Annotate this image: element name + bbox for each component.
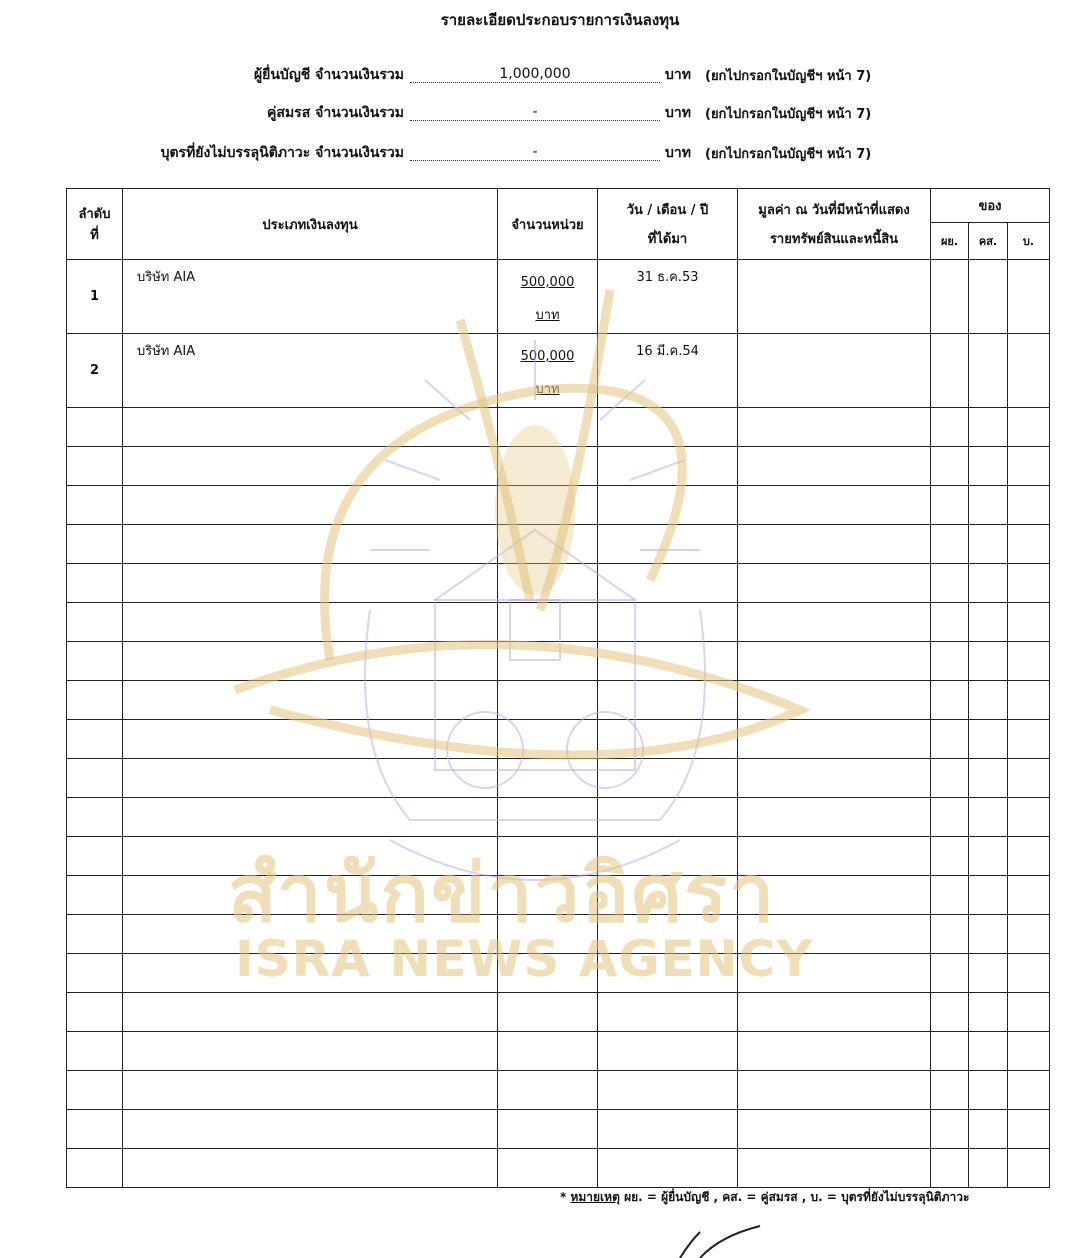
empty-cell <box>67 564 123 603</box>
summary-label: บุตรที่ยังไม่บรรลุนิติภาวะ จำนวนเงินรวม <box>160 145 404 161</box>
table-row-empty <box>67 720 1050 759</box>
empty-cell <box>67 642 123 681</box>
empty-cell <box>123 525 498 564</box>
empty-cell <box>123 876 498 915</box>
header-owner: ของ <box>931 189 1050 223</box>
empty-cell <box>931 642 969 681</box>
empty-cell <box>969 447 1008 486</box>
empty-cell <box>931 1032 969 1071</box>
header-date-line1: วัน / เดือน / ปี <box>626 203 709 218</box>
summary-spouse <box>0 102 900 124</box>
empty-cell <box>67 408 123 447</box>
row-no: 1 <box>67 260 123 334</box>
empty-cell <box>969 759 1008 798</box>
empty-cell <box>738 1110 931 1149</box>
empty-cell <box>969 876 1008 915</box>
empty-cell <box>969 1149 1008 1188</box>
empty-cell <box>598 837 738 876</box>
table-row-empty <box>67 798 1050 837</box>
table-row-empty <box>67 876 1050 915</box>
table-row-empty <box>67 759 1050 798</box>
empty-cell <box>498 642 598 681</box>
empty-cell <box>67 486 123 525</box>
summary-label: ผู้ยื่นบัญชี จำนวนเงินรวม <box>253 67 404 83</box>
empty-cell <box>1008 447 1050 486</box>
table-row-empty <box>67 408 1050 447</box>
empty-cell <box>67 1032 123 1071</box>
empty-cell <box>498 564 598 603</box>
empty-cell <box>123 1071 498 1110</box>
empty-cell <box>969 564 1008 603</box>
empty-cell <box>738 603 931 642</box>
empty-cell <box>598 1032 738 1071</box>
empty-cell <box>931 837 969 876</box>
empty-cell <box>498 447 598 486</box>
empty-cell <box>498 681 598 720</box>
empty-cell <box>498 1032 598 1071</box>
table-row-empty <box>67 564 1050 603</box>
summary-note: (ยกไปกรอกในบัญชีฯ หน้า 7) <box>705 107 872 122</box>
empty-cell <box>1008 915 1050 954</box>
footnote-star: * <box>560 1190 567 1204</box>
empty-cell <box>67 603 123 642</box>
empty-cell <box>498 603 598 642</box>
empty-cell <box>123 681 498 720</box>
empty-cell <box>1008 1071 1050 1110</box>
empty-cell <box>498 759 598 798</box>
table-row-empty <box>67 1032 1050 1071</box>
empty-cell <box>598 603 738 642</box>
table-row-empty <box>67 993 1050 1032</box>
empty-cell <box>931 447 969 486</box>
empty-cell <box>738 876 931 915</box>
empty-cell <box>67 447 123 486</box>
empty-cell <box>931 525 969 564</box>
summary-unit: บาท <box>665 145 691 161</box>
empty-cell <box>738 1149 931 1188</box>
empty-cell <box>969 915 1008 954</box>
empty-cell <box>931 486 969 525</box>
table-row-empty <box>67 642 1050 681</box>
empty-cell <box>931 915 969 954</box>
row-owner-child <box>1008 260 1050 334</box>
footnote-text: ผย. = ผู้ยื่นบัญชี , คส. = คู่สมรส , บ. = บุตรที่ยังไม่บรรลุนิติภาวะ <box>624 1190 970 1204</box>
header-date <box>598 189 738 260</box>
empty-cell <box>498 993 598 1032</box>
empty-cell <box>969 642 1008 681</box>
empty-cell <box>1008 1110 1050 1149</box>
row-owner-self <box>931 260 969 334</box>
empty-cell <box>931 993 969 1032</box>
empty-cell <box>598 408 738 447</box>
empty-cell <box>598 486 738 525</box>
empty-cell <box>738 525 931 564</box>
empty-cell <box>123 1149 498 1188</box>
table-row-empty <box>67 837 1050 876</box>
empty-cell <box>123 915 498 954</box>
empty-cell <box>123 408 498 447</box>
summary-children <box>0 142 900 164</box>
empty-cell <box>598 1149 738 1188</box>
table-row-empty <box>67 681 1050 720</box>
empty-cell <box>931 1071 969 1110</box>
empty-cell <box>123 954 498 993</box>
row-type: บริษัท AIA <box>123 260 498 334</box>
empty-cell <box>67 915 123 954</box>
table-row-empty <box>67 525 1050 564</box>
header-value-line1: มูลค่า ณ วันที่มีหน้าที่แสดง <box>758 203 910 218</box>
empty-cell <box>969 408 1008 447</box>
row-owner-spouse <box>969 260 1008 334</box>
empty-cell <box>931 876 969 915</box>
empty-cell <box>931 681 969 720</box>
empty-cell <box>1008 564 1050 603</box>
empty-cell <box>738 564 931 603</box>
empty-cell <box>1008 720 1050 759</box>
row-amount-cell <box>498 260 598 334</box>
row-owner-spouse <box>969 334 1008 408</box>
empty-cell <box>598 759 738 798</box>
empty-cell <box>931 720 969 759</box>
summary-unit: บาท <box>665 105 691 121</box>
empty-cell <box>738 915 931 954</box>
header-owner-child: บ. <box>1008 223 1050 260</box>
empty-cell <box>67 837 123 876</box>
header-no <box>67 189 123 260</box>
empty-cell <box>598 915 738 954</box>
empty-cell <box>738 486 931 525</box>
empty-cell <box>598 1110 738 1149</box>
empty-cell <box>1008 954 1050 993</box>
watermark-english-text: ISRA NEWS AGENCY <box>235 930 814 988</box>
empty-cell <box>969 486 1008 525</box>
empty-cell <box>931 1149 969 1188</box>
header-value <box>738 189 931 260</box>
empty-cell <box>123 837 498 876</box>
empty-cell <box>123 720 498 759</box>
empty-cell <box>738 642 931 681</box>
summary-note: (ยกไปกรอกในบัญชีฯ หน้า 7) <box>705 69 872 84</box>
empty-cell <box>738 837 931 876</box>
row-owner-child <box>1008 334 1050 408</box>
table-row-empty <box>67 1149 1050 1188</box>
header-no-line2: ที่ <box>90 228 99 243</box>
empty-cell <box>67 1149 123 1188</box>
empty-cell <box>738 447 931 486</box>
empty-cell <box>67 759 123 798</box>
empty-cell <box>123 1110 498 1149</box>
empty-cell <box>67 681 123 720</box>
empty-cell <box>598 525 738 564</box>
empty-cell <box>738 759 931 798</box>
empty-cell <box>931 564 969 603</box>
empty-cell <box>123 564 498 603</box>
row-date: 31 ธ.ค.53 <box>598 260 738 334</box>
empty-cell <box>1008 1149 1050 1188</box>
investment-table <box>66 188 1050 1188</box>
empty-cell <box>123 447 498 486</box>
header-units: จำนวนหน่วย <box>498 189 598 260</box>
empty-cell <box>738 408 931 447</box>
header-no-line1: ลำดับ <box>78 207 111 222</box>
empty-cell <box>598 1071 738 1110</box>
empty-cell <box>1008 993 1050 1032</box>
empty-cell <box>598 642 738 681</box>
table-row-empty <box>67 915 1050 954</box>
footnote-label: หมายเหตุ <box>570 1190 620 1204</box>
empty-cell <box>498 486 598 525</box>
summary-value: - <box>410 144 660 161</box>
empty-cell <box>498 1071 598 1110</box>
empty-cell <box>598 681 738 720</box>
table-row-empty <box>67 1071 1050 1110</box>
empty-cell <box>123 603 498 642</box>
empty-cell <box>123 486 498 525</box>
empty-cell <box>498 525 598 564</box>
empty-cell <box>67 876 123 915</box>
empty-cell <box>1008 525 1050 564</box>
empty-cell <box>1008 681 1050 720</box>
empty-cell <box>969 1110 1008 1149</box>
row-amount: 500,000 <box>520 275 575 290</box>
empty-cell <box>1008 642 1050 681</box>
row-amount-cell <box>498 334 598 408</box>
header-type: ประเภทเงินลงทุน <box>123 189 498 260</box>
empty-cell <box>1008 603 1050 642</box>
empty-cell <box>67 525 123 564</box>
row-owner-self <box>931 334 969 408</box>
table-row <box>67 260 1050 334</box>
row-value <box>738 260 931 334</box>
table-row <box>67 334 1050 408</box>
header-owner-self: ผย. <box>931 223 969 260</box>
footnote <box>560 1188 969 1207</box>
empty-cell <box>598 798 738 837</box>
empty-cell <box>67 954 123 993</box>
empty-cell <box>598 720 738 759</box>
empty-cell <box>738 720 931 759</box>
empty-cell <box>67 993 123 1032</box>
empty-cell <box>67 1110 123 1149</box>
empty-cell <box>498 837 598 876</box>
row-type: บริษัท AIA <box>123 334 498 408</box>
row-value <box>738 334 931 408</box>
empty-cell <box>931 798 969 837</box>
watermark-thai-text: สำนักข่าวอิศรา <box>228 847 777 940</box>
empty-cell <box>1008 759 1050 798</box>
table-row-empty <box>67 954 1050 993</box>
row-date: 16 มี.ค.54 <box>598 334 738 408</box>
empty-cell <box>969 798 1008 837</box>
empty-cell <box>123 1032 498 1071</box>
empty-cell <box>598 993 738 1032</box>
summary-note: (ยกไปกรอกในบัญชีฯ หน้า 7) <box>705 147 872 162</box>
summary-value: - <box>410 104 660 121</box>
empty-cell <box>738 1071 931 1110</box>
empty-cell <box>1008 486 1050 525</box>
empty-cell <box>498 954 598 993</box>
empty-cell <box>931 603 969 642</box>
row-amount-unit: บาท <box>535 308 560 323</box>
summary-value: 1,000,000 <box>410 66 660 83</box>
summary-unit: บาท <box>665 67 691 83</box>
empty-cell <box>931 954 969 993</box>
empty-cell <box>598 954 738 993</box>
empty-cell <box>969 993 1008 1032</box>
empty-cell <box>1008 408 1050 447</box>
table-row-empty <box>67 1110 1050 1149</box>
empty-cell <box>123 798 498 837</box>
empty-cell <box>1008 837 1050 876</box>
empty-cell <box>498 408 598 447</box>
header-owner-spouse: คส. <box>969 223 1008 260</box>
empty-cell <box>498 798 598 837</box>
empty-cell <box>969 1071 1008 1110</box>
table-row-empty <box>67 603 1050 642</box>
summary-declarant <box>0 64 900 86</box>
empty-cell <box>67 1071 123 1110</box>
empty-cell <box>498 1149 598 1188</box>
empty-cell <box>123 759 498 798</box>
empty-cell <box>498 915 598 954</box>
empty-cell <box>598 876 738 915</box>
empty-cell <box>969 525 1008 564</box>
empty-cell <box>1008 1032 1050 1071</box>
row-amount-unit: บาท <box>535 382 560 397</box>
empty-cell <box>738 954 931 993</box>
empty-cell <box>931 408 969 447</box>
empty-cell <box>969 837 1008 876</box>
page-title: รายละเอียดประกอบรายการเงินลงทุน <box>440 11 680 29</box>
empty-cell <box>969 720 1008 759</box>
empty-cell <box>67 798 123 837</box>
empty-cell <box>738 993 931 1032</box>
empty-cell <box>498 720 598 759</box>
empty-cell <box>598 447 738 486</box>
table-row-empty <box>67 447 1050 486</box>
empty-cell <box>598 564 738 603</box>
signature-mark <box>660 1222 780 1258</box>
empty-cell <box>498 876 598 915</box>
empty-cell <box>1008 876 1050 915</box>
empty-cell <box>969 954 1008 993</box>
summary-label: คู่สมรส จำนวนเงินรวม <box>267 105 404 121</box>
empty-cell <box>931 759 969 798</box>
row-no: 2 <box>67 334 123 408</box>
header-value-line2: รายทรัพย์สินและหนี้สิน <box>769 232 899 247</box>
empty-cell <box>969 603 1008 642</box>
empty-cell <box>123 642 498 681</box>
empty-cell <box>67 720 123 759</box>
table-row-empty <box>67 486 1050 525</box>
header-date-line2: ที่ได้มา <box>647 232 688 247</box>
empty-cell <box>931 1110 969 1149</box>
empty-cell <box>123 993 498 1032</box>
empty-cell <box>738 1032 931 1071</box>
empty-cell <box>1008 798 1050 837</box>
row-amount: 500,000 <box>520 349 575 364</box>
empty-cell <box>969 1032 1008 1071</box>
empty-cell <box>498 1110 598 1149</box>
empty-cell <box>738 681 931 720</box>
empty-cell <box>969 681 1008 720</box>
empty-cell <box>738 798 931 837</box>
